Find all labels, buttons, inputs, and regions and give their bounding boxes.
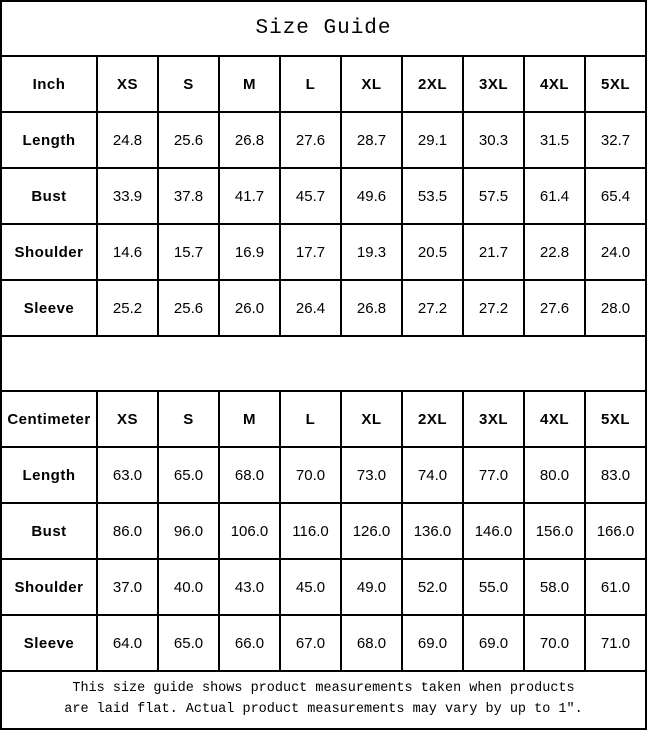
measurement-value-cell: 28.0	[585, 280, 646, 336]
measurement-value-cell: 65.4	[585, 168, 646, 224]
measurement-value-cell: 55.0	[463, 559, 524, 615]
measurement-value-cell: 77.0	[463, 447, 524, 503]
measurement-value-cell: 24.8	[97, 112, 158, 168]
measurement-value-cell: 21.7	[463, 224, 524, 280]
measurement-value-cell: 52.0	[402, 559, 463, 615]
measurement-value-cell: 33.9	[97, 168, 158, 224]
inch-size-table	[0, 55, 647, 337]
measurement-row	[1, 447, 646, 503]
measurement-label-cell: Sleeve	[1, 615, 97, 671]
measurement-value-cell: 27.6	[280, 112, 341, 168]
measurement-value-cell: 20.5	[402, 224, 463, 280]
measurement-value-cell: 64.0	[97, 615, 158, 671]
spacer-row	[0, 335, 647, 392]
size-header-row	[1, 391, 646, 447]
measurement-value-cell: 136.0	[402, 503, 463, 559]
unit-header-cell: Inch	[1, 56, 97, 112]
measurement-value-cell: 57.5	[463, 168, 524, 224]
measurement-value-cell: 166.0	[585, 503, 646, 559]
measurement-row	[1, 503, 646, 559]
measurement-value-cell: 45.0	[280, 559, 341, 615]
measurement-value-cell: 58.0	[524, 559, 585, 615]
measurement-value-cell: 126.0	[341, 503, 402, 559]
measurement-label-cell: Length	[1, 112, 97, 168]
measurement-value-cell: 65.0	[158, 615, 219, 671]
measurement-row	[1, 168, 646, 224]
centimeter-size-table-body	[1, 391, 646, 671]
measurement-value-cell: 27.2	[402, 280, 463, 336]
measurement-value-cell: 146.0	[463, 503, 524, 559]
size-header-cell: XL	[341, 391, 402, 447]
measurement-value-cell: 37.0	[97, 559, 158, 615]
measurement-value-cell: 69.0	[402, 615, 463, 671]
size-header-cell: 5XL	[585, 56, 646, 112]
size-header-cell: M	[219, 56, 280, 112]
measurement-value-cell: 80.0	[524, 447, 585, 503]
measurement-label-cell: Length	[1, 447, 97, 503]
size-header-cell: S	[158, 391, 219, 447]
measurement-value-cell: 69.0	[463, 615, 524, 671]
measurement-value-cell: 25.6	[158, 280, 219, 336]
size-header-cell: 2XL	[402, 391, 463, 447]
measurement-value-cell: 19.3	[341, 224, 402, 280]
measurement-value-cell: 37.8	[158, 168, 219, 224]
measurement-label-cell: Shoulder	[1, 224, 97, 280]
unit-header-cell: Centimeter	[1, 391, 97, 447]
measurement-value-cell: 68.0	[219, 447, 280, 503]
measurement-value-cell: 71.0	[585, 615, 646, 671]
footer-note-line2: are laid flat. Actual product measurements may vary by up to 1″.	[64, 702, 583, 717]
measurement-value-cell: 96.0	[158, 503, 219, 559]
measurement-value-cell: 25.2	[97, 280, 158, 336]
size-header-cell: 4XL	[524, 391, 585, 447]
measurement-value-cell: 83.0	[585, 447, 646, 503]
measurement-value-cell: 26.4	[280, 280, 341, 336]
measurement-label-cell: Bust	[1, 503, 97, 559]
measurement-value-cell: 70.0	[524, 615, 585, 671]
size-header-cell: 3XL	[463, 56, 524, 112]
size-header-cell: M	[219, 391, 280, 447]
measurement-value-cell: 116.0	[280, 503, 341, 559]
measurement-value-cell: 156.0	[524, 503, 585, 559]
measurement-row	[1, 280, 646, 336]
size-header-cell: S	[158, 56, 219, 112]
measurement-value-cell: 66.0	[219, 615, 280, 671]
measurement-value-cell: 61.0	[585, 559, 646, 615]
measurement-value-cell: 49.0	[341, 559, 402, 615]
size-header-cell: 5XL	[585, 391, 646, 447]
measurement-value-cell: 28.7	[341, 112, 402, 168]
inch-size-table-body	[1, 56, 646, 336]
measurement-value-cell: 29.1	[402, 112, 463, 168]
footer-note	[0, 670, 647, 730]
measurement-value-cell: 65.0	[158, 447, 219, 503]
measurement-value-cell: 31.5	[524, 112, 585, 168]
size-header-cell: L	[280, 56, 341, 112]
measurement-row	[1, 615, 646, 671]
measurement-value-cell: 73.0	[341, 447, 402, 503]
measurement-value-cell: 22.8	[524, 224, 585, 280]
measurement-value-cell: 70.0	[280, 447, 341, 503]
measurement-value-cell: 24.0	[585, 224, 646, 280]
measurement-value-cell: 86.0	[97, 503, 158, 559]
measurement-value-cell: 68.0	[341, 615, 402, 671]
size-header-cell: 4XL	[524, 56, 585, 112]
measurement-label-cell: Bust	[1, 168, 97, 224]
measurement-value-cell: 106.0	[219, 503, 280, 559]
footer-note-line1: This size guide shows product measurements taken when products	[72, 681, 575, 697]
size-header-cell: L	[280, 391, 341, 447]
size-header-cell: 3XL	[463, 391, 524, 447]
measurement-value-cell: 67.0	[280, 615, 341, 671]
measurement-value-cell: 25.6	[158, 112, 219, 168]
measurement-label-cell: Shoulder	[1, 559, 97, 615]
measurement-value-cell: 15.7	[158, 224, 219, 280]
measurement-value-cell: 41.7	[219, 168, 280, 224]
measurement-value-cell: 63.0	[97, 447, 158, 503]
measurement-value-cell: 30.3	[463, 112, 524, 168]
measurement-value-cell: 26.0	[219, 280, 280, 336]
measurement-row	[1, 559, 646, 615]
page-title: Size Guide	[255, 17, 392, 40]
size-header-cell: XL	[341, 56, 402, 112]
measurement-value-cell: 27.6	[524, 280, 585, 336]
measurement-value-cell: 26.8	[219, 112, 280, 168]
measurement-value-cell: 32.7	[585, 112, 646, 168]
measurement-value-cell: 26.8	[341, 280, 402, 336]
measurement-value-cell: 43.0	[219, 559, 280, 615]
measurement-row	[1, 112, 646, 168]
measurement-value-cell: 49.6	[341, 168, 402, 224]
size-header-row	[1, 56, 646, 112]
measurement-value-cell: 16.9	[219, 224, 280, 280]
measurement-row	[1, 224, 646, 280]
size-header-cell: 2XL	[402, 56, 463, 112]
measurement-value-cell: 40.0	[158, 559, 219, 615]
measurement-value-cell: 53.5	[402, 168, 463, 224]
measurement-value-cell: 14.6	[97, 224, 158, 280]
measurement-value-cell: 17.7	[280, 224, 341, 280]
measurement-value-cell: 45.7	[280, 168, 341, 224]
measurement-value-cell: 61.4	[524, 168, 585, 224]
size-header-cell: XS	[97, 391, 158, 447]
measurement-label-cell: Sleeve	[1, 280, 97, 336]
centimeter-size-table	[0, 390, 647, 672]
measurement-value-cell: 74.0	[402, 447, 463, 503]
title-box	[0, 0, 647, 57]
size-header-cell: XS	[97, 56, 158, 112]
measurement-value-cell: 27.2	[463, 280, 524, 336]
